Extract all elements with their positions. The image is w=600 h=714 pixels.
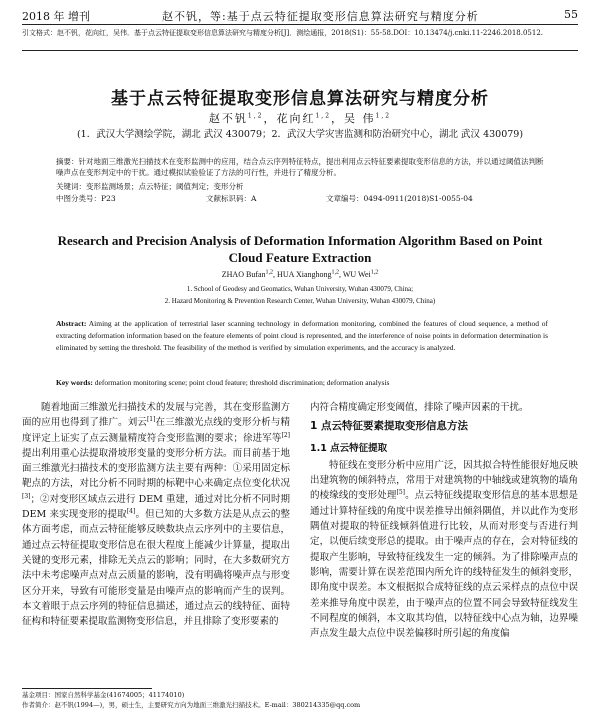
keywords-chinese: 关键词：变形监测场景；点云特征；阈值判定；变形分析 bbox=[56, 182, 244, 191]
footnote-rule bbox=[22, 688, 152, 689]
keywords-label: Key words: bbox=[56, 378, 93, 387]
subsection-heading: 1.1 点云特征提取 bbox=[310, 442, 388, 454]
author-sup: 1,2 bbox=[265, 269, 274, 276]
header-issue: 2018 年 增刊 bbox=[22, 10, 90, 23]
authors-chinese bbox=[0, 110, 600, 126]
authors-english bbox=[0, 270, 600, 279]
author-sup: 1,2 bbox=[370, 269, 379, 276]
title-english: Research and Precision Analysis of Deformation Information Algorithm Based on Point Cloud Feature Extraction bbox=[57, 233, 543, 265]
header-running-title: 赵不钒，等:基于点云特征提取变形信息算法研究与精度分析 bbox=[162, 10, 479, 23]
abstract-english bbox=[56, 318, 548, 354]
author-name-en: , HUA Xianghong bbox=[273, 270, 332, 279]
author-sup: 1,2 bbox=[375, 112, 392, 120]
author-name-en: ZHAO Bufan bbox=[221, 270, 266, 279]
author-name-en: , WU Wei bbox=[339, 270, 371, 279]
funding-note: 基金项目：国家自然科学基金(41674005；41174010) bbox=[22, 691, 185, 699]
author-name: ，花向红 bbox=[263, 112, 316, 125]
author-name: ，吴 伟 bbox=[331, 112, 376, 125]
running-header bbox=[22, 8, 578, 24]
keywords-english bbox=[56, 378, 548, 387]
article-number: 文章编号：0494-0911(2018)S1-0055-04 bbox=[326, 194, 473, 203]
body-right-column bbox=[310, 400, 578, 641]
body-left-column bbox=[22, 400, 290, 629]
author-sup: 1,2 bbox=[247, 112, 264, 120]
abstract-chinese: 摘要：针对地面三维激光扫描技术在变形监测中的应用，结合点云序列特征特点，提出利用点云特征要素提取变形信息的方法，并以通过阈值法判断噪声点在变形判定中的干扰。通过模拟试验验证了方法的可行性，并进行了精度分析。 bbox=[56, 157, 544, 177]
section-heading: 1 点云特征要素提取变形信息方法 bbox=[310, 420, 468, 433]
body-paragraph: 随着地面三维激光扫描技术的发展与完善，其在变形监测方面的应用也得到了推广。刘云[1]在三维激光点线的变形分析与精度评定上证实了点云测量精度符合变形监测的要求；徐进军等[2]提出利用重心法提取滑坡形变量的变形分析方法。而目前基于地面三维激光扫描技术的变形监测方法主要有两种：①采用固定标靶点的方法，对比分析不同时期的标靶中心来确定点位变化状况[3]；②对变形区域点云进行 DEM 重建，通过对比分析不同时期 DEM 来实现变形的提取[4]。但已知的大多数方法是从点云的整体方面考虑，而点云特征能够反映数块点云序列中的主要信息，通过点云特征提取变形信息在很大程度上能减少计算量，提取出关键的变形元素，排除无关点云的影响；同时，在大多数研究方法中未考虑噪声点对点云质量的影响，没有明确将噪声点与形变区分开来，导致有可能形变量是由噪声点的影响而产生的误判。本文着眼于点云序列的特征信息描述，通过点云的线特征、面特征构和特征要素提取监测物变形信息，并且排除了变形要素的 bbox=[22, 402, 290, 628]
title-chinese: 基于点云特征提取变形信息算法研究与精度分析 bbox=[111, 89, 489, 109]
abstract-text: Aiming at the application of terrestrial laser scanning technology in deformation monitoring, combined the features of cloud sequence, a method of extracting deformation information based on the feature elements of point cloud is represented, and the interference of noise points in deformation determination is eliminated by setting the threshold. The feasibility of the method is verified by simulation experiments, and the accuracy is analyzed. bbox=[56, 319, 548, 352]
page-number: 55 bbox=[564, 8, 578, 21]
author-sup: 1,2 bbox=[331, 269, 339, 276]
abstract-label: Abstract: bbox=[56, 319, 87, 328]
reference-sup: [2] bbox=[281, 431, 290, 439]
author-sup: 1,2 bbox=[315, 112, 332, 120]
body-paragraph: 特征线在变形分析中应用广泛，因其拟合特性能很好地反映出建筑物的倾斜特点，常用于对建筑物的中轴线或建筑物的墙角的棱缘线的变形处理[5]。点云特征线提取变形信息的基本思想是通过计算特征线的角度中误差推导出倾斜隅值，并以此作为变形隅值对提取的特征线倾斜值进行比较，从而对形变与否进行判定，以便后续变形总的提取。由于噪声点的存在，会对特征线的提取产生影响，导致特征线发生一定的倾斜。为了排除噪声点的影响，需要计算在误差范围内所允许的线特征发生的倾斜变形，即角度中误差。本文根据拟合成特征线的点云采样点的点位中误差来推导角度中误差，由于噪声点的位置不同会导致特征线发生不同程度的倾斜，本文取其均值，以特征线中心点为轴，边界噪声点发生最大点位中误差偏移时所引起的角度偏 bbox=[310, 459, 578, 640]
reference-sup: [3] bbox=[22, 492, 31, 500]
reference-sup: [1] bbox=[146, 416, 156, 424]
reference-sup: [4] bbox=[126, 507, 136, 515]
affiliation-line: 2. Hazard Monitoring & Prevention Research Center, Wuhan University, Wuhan 430079, China) bbox=[164, 297, 436, 305]
affiliations-english bbox=[0, 283, 600, 307]
body-paragraph: 内符合精度确定形变阈值，排除了噪声因素的干扰。 bbox=[310, 402, 529, 413]
citation-rule bbox=[22, 50, 578, 51]
document-code: 文献标识码：A bbox=[206, 194, 257, 203]
header-rule bbox=[22, 24, 578, 25]
affiliation-line: 1. School of Geodesy and Geomatics, Wuhan University, Wuhan 430079, China; bbox=[186, 285, 414, 293]
clc-number: 中图分类号：P23 bbox=[56, 194, 116, 203]
citation-format: 引文格式：赵不钒，花向红，吴伟．基于点云特征提取变形信息算法研究与精度分析[J]．测绘通报，2018(S1)：55-58.DOI：10.13474/j.cnki.11-2246.2018.0512. bbox=[22, 29, 543, 37]
affiliations-chinese: (1．武汉大学测绘学院，湖北 武汉 430079；2．武汉大学灾害监测和防治研究中心，湖北 武汉 430079) bbox=[76, 129, 524, 140]
reference-sup: [5] bbox=[396, 489, 405, 497]
keywords-text: deformation monitoring scene; point cloud feature; threshold discrimination; deformation analysis bbox=[94, 378, 390, 387]
author-name: 赵不钒 bbox=[208, 112, 248, 125]
footnote bbox=[22, 690, 582, 710]
author-bio-note: 作者简介：赵不钒(1994—)，男，硕士生，主要研究方向为地面三维激光扫描技术。E-mail：380214335@qq.com bbox=[22, 701, 361, 709]
